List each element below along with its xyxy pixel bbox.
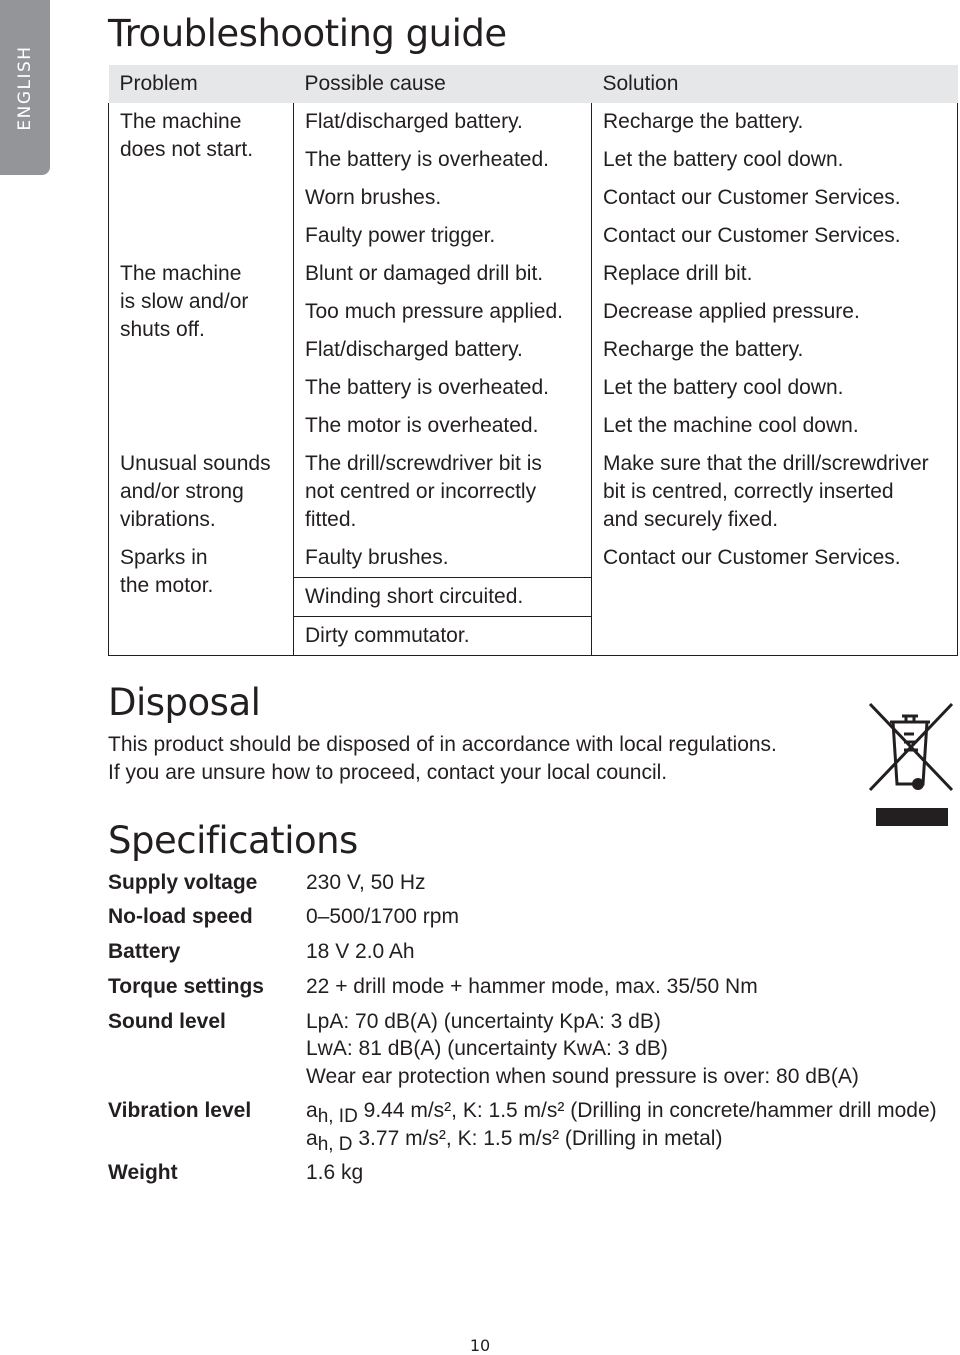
solution-cell: Recharge the battery. [592, 331, 958, 369]
vibration-value: 9.44 m/s², K: 1.5 m/s² (Drilling in concrete/hammer drill mode) [357, 1099, 937, 1122]
spec-value: 1.6 kg [306, 1161, 364, 1184]
cause-cell: Winding short circuited. [294, 578, 592, 617]
disposal-text [108, 731, 777, 787]
spec-label: Vibration level [108, 1099, 252, 1122]
crossed-out-wheelie-bin-icon [866, 700, 956, 828]
spec-value: 18 V 2.0 Ah [306, 940, 415, 963]
language-label: ENGLISH [15, 45, 35, 131]
spec-label: Supply voltage [108, 871, 258, 894]
spec-label: Battery [108, 940, 181, 963]
solution-cell: Replace drill bit. [592, 255, 958, 293]
vibration-value: 3.77 m/s², K: 1.5 m/s² (Drilling in metal) [352, 1127, 723, 1150]
disposal-title: Disposal [108, 681, 261, 724]
cause-cell: Faulty power trigger. [294, 217, 592, 255]
cause-cell: The battery is overheated. [294, 141, 592, 179]
cause-cell: Worn brushes. [294, 179, 592, 217]
spec-value: Wear ear protection when sound pressure is over: 80 dB(A) [306, 1065, 859, 1088]
specifications-title: Specifications [108, 819, 358, 862]
spec-label: No-load speed [108, 905, 253, 928]
language-tab [0, 0, 50, 175]
solution-cell: Contact our Customer Services. [592, 179, 958, 217]
troubleshooting-title: Troubleshooting guide [108, 12, 507, 55]
solution-cell: Contact our Customer Services. [592, 217, 958, 255]
table-header-row [109, 65, 958, 103]
spec-value: LpA: 70 dB(A) (uncertainty KpA: 3 dB) [306, 1010, 661, 1033]
disposal-line: If you are unsure how to proceed, contact your local council. [108, 761, 668, 784]
spec-label: Weight [108, 1161, 178, 1184]
problem-cell: Unusual sounds and/or strong vibrations. [109, 445, 294, 539]
problem-cell: The machine is slow and/or shuts off. [109, 255, 294, 445]
spec-label: Torque settings [108, 975, 264, 998]
vibration-symbol: a [306, 1127, 318, 1150]
table-row [109, 255, 958, 293]
vibration-subscript: h, D [317, 1134, 353, 1155]
vibration-symbol: a [306, 1099, 318, 1122]
cause-cell: Faulty brushes. [294, 539, 592, 578]
table-row [109, 103, 958, 141]
problem-cell: Sparks in the motor. [109, 539, 294, 656]
spec-value [306, 1125, 722, 1154]
spec-value: LwA: 81 dB(A) (uncertainty KwA: 3 dB) [306, 1037, 668, 1060]
cause-cell: Blunt or damaged drill bit. [294, 255, 592, 293]
troubleshooting-table [108, 65, 958, 656]
page-number: 10 [469, 1336, 491, 1355]
header-cause: Possible cause [294, 65, 592, 103]
solution-cell: Contact our Customer Services. [592, 539, 958, 656]
solution-cell: Let the battery cool down. [592, 369, 958, 407]
cause-cell: The drill/screwdriver bit is not centred or incorrectly fitted. [294, 445, 592, 539]
cause-cell: The battery is overheated. [294, 369, 592, 407]
solution-cell: Decrease applied pressure. [592, 293, 958, 331]
solution-cell: Make sure that the drill/screwdriver bit is centred, correctly inserted and securely fixed. [592, 445, 958, 539]
vibration-subscript: h, ID [317, 1106, 358, 1127]
cause-cell: Flat/discharged battery. [294, 331, 592, 369]
cause-cell: Too much pressure applied. [294, 293, 592, 331]
spec-value: 0–500/1700 rpm [306, 905, 459, 928]
header-problem: Problem [109, 65, 294, 103]
spec-label: Sound level [108, 1010, 226, 1033]
table-row [109, 539, 958, 578]
spec-value: 22 + drill mode + hammer mode, max. 35/50 Nm [306, 975, 758, 998]
spec-value: 230 V, 50 Hz [306, 871, 426, 894]
solution-cell: Recharge the battery. [592, 103, 958, 141]
solution-cell: Let the machine cool down. [592, 407, 958, 445]
spec-value [306, 1097, 937, 1126]
header-solution: Solution [592, 65, 958, 103]
cause-cell: Dirty commutator. [294, 617, 592, 656]
table-row [109, 445, 958, 539]
cause-cell: Flat/discharged battery. [294, 103, 592, 141]
disposal-line: This product should be disposed of in accordance with local regulations. [108, 733, 777, 756]
problem-cell: The machine does not start. [109, 103, 294, 255]
solution-cell: Let the battery cool down. [592, 141, 958, 179]
cause-cell: The motor is overheated. [294, 407, 592, 445]
